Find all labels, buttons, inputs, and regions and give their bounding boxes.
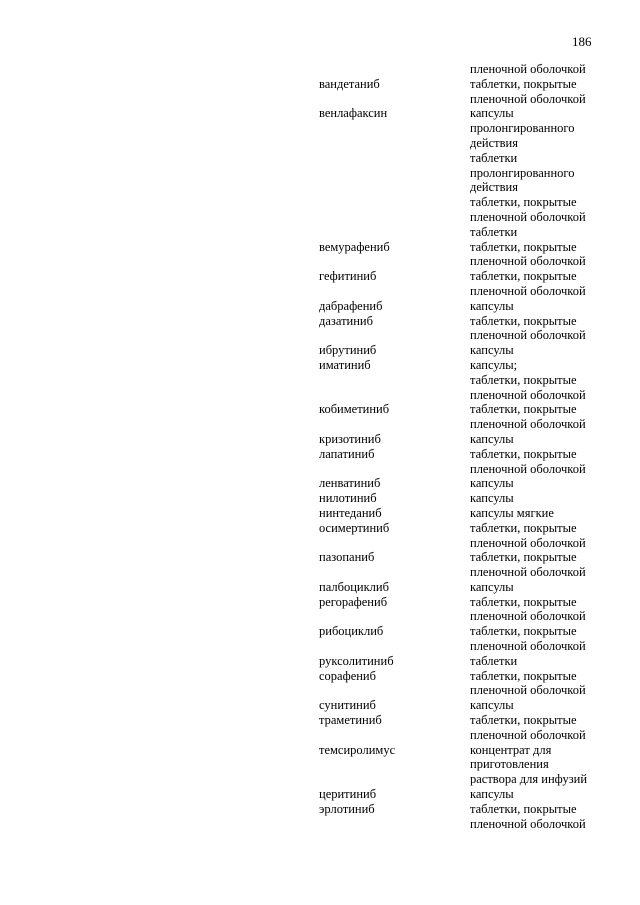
table-row [0, 669, 640, 699]
dosage-forms [470, 491, 640, 506]
drug-name: лапатиниб [319, 446, 375, 461]
drug-name: вемурафениб [319, 239, 390, 254]
form-line: раствора для инфузий [470, 772, 588, 787]
table-row [0, 402, 640, 432]
continuation-forms [470, 62, 640, 77]
table-row [0, 240, 640, 270]
table-row [0, 787, 640, 802]
drug-name: руксолитиниб [319, 653, 394, 668]
form-line: капсулы [470, 579, 514, 594]
form-line: таблетки [470, 653, 518, 668]
drug-name: темсиролимус [319, 742, 396, 757]
table-row [0, 580, 640, 595]
dosage-forms [470, 698, 640, 713]
form-line: капсулы [470, 431, 514, 446]
drug-name: сорафениб [319, 668, 376, 683]
dosage-forms [470, 521, 640, 551]
drug-table [0, 62, 640, 831]
dosage-forms [470, 654, 640, 669]
table-row [0, 447, 640, 477]
drug-name: траметиниб [319, 713, 382, 728]
dosage-forms [470, 299, 640, 314]
form-line: действия [470, 180, 518, 195]
table-row [0, 654, 640, 669]
form-line: капсулы [470, 698, 514, 713]
form-line: пленочной оболочкой [470, 254, 586, 269]
dosage-forms [470, 550, 640, 580]
drug-name: дабрафениб [319, 298, 383, 313]
drug-name: эрлотиниб [319, 801, 375, 816]
form-line: пленочной оболочкой [470, 91, 586, 106]
drug-name: нинтеданиб [319, 505, 382, 520]
form-line: пленочной оболочкой [470, 62, 586, 76]
drug-name: кобиметиниб [319, 402, 390, 417]
table-row [0, 106, 640, 239]
dosage-forms [470, 432, 640, 447]
form-line: пленочной оболочкой [470, 461, 586, 476]
table-row [0, 624, 640, 654]
drug-name: нилотиниб [319, 491, 377, 506]
form-line: пленочной оболочкой [470, 639, 586, 654]
form-line: таблетки, покрытые [470, 402, 577, 417]
drug-name: иматиниб [319, 357, 371, 372]
dosage-forms [470, 240, 640, 270]
drug-name: кризотиниб [319, 431, 381, 446]
form-line: пленочной оболочкой [470, 535, 586, 550]
form-line: пленочной оболочкой [470, 727, 586, 742]
dosage-forms [470, 314, 640, 344]
form-line: таблетки, покрытые [470, 520, 577, 535]
table-row [0, 743, 640, 787]
form-line: таблетки, покрытые [470, 713, 577, 728]
table-row [0, 521, 640, 551]
form-line: пленочной оболочкой [470, 417, 586, 432]
form-line: таблетки, покрытые [470, 801, 577, 816]
form-line: капсулы [470, 343, 514, 358]
table-row [0, 77, 640, 107]
dosage-forms [470, 743, 640, 787]
table-row [0, 713, 640, 743]
form-line: капсулы [470, 106, 514, 121]
dosage-forms [470, 802, 640, 832]
form-line: капсулы мягкие [470, 505, 554, 520]
dosage-forms [470, 77, 640, 107]
form-line: капсулы [470, 491, 514, 506]
dosage-forms [470, 787, 640, 802]
form-line: пленочной оболочкой [470, 816, 586, 831]
form-line: пролонгированного [470, 165, 575, 180]
dosage-forms [470, 624, 640, 654]
form-line: капсулы [470, 298, 514, 313]
table-row [0, 314, 640, 344]
drug-name: пазопаниб [319, 550, 375, 565]
form-line: действия [470, 135, 518, 150]
form-line: таблетки, покрытые [470, 624, 577, 639]
table-row [0, 698, 640, 713]
dosage-forms [470, 580, 640, 595]
form-line: таблетки [470, 224, 518, 239]
drug-name: гефитиниб [319, 269, 377, 284]
form-line: таблетки, покрытые [470, 76, 577, 91]
form-line: таблетки, покрытые [470, 550, 577, 565]
form-line: пленочной оболочкой [470, 565, 586, 580]
form-line: пленочной оболочкой [470, 209, 586, 224]
form-line: пленочной оболочкой [470, 283, 586, 298]
dosage-forms [470, 595, 640, 625]
form-line: капсулы [470, 476, 514, 491]
form-line: концентрат для [470, 742, 552, 757]
drug-name: палбоциклиб [319, 579, 389, 594]
drug-name: регорафениб [319, 594, 388, 609]
form-line: таблетки, покрытые [470, 668, 577, 683]
table-row [0, 269, 640, 299]
dosage-forms [470, 476, 640, 491]
drug-name: вандетаниб [319, 76, 380, 91]
table-row [0, 358, 640, 402]
form-line: пленочной оболочкой [470, 387, 586, 402]
table-row [0, 491, 640, 506]
form-line: таблетки, покрытые [470, 239, 577, 254]
drug-name: рибоциклиб [319, 624, 384, 639]
form-line: таблетки, покрытые [470, 446, 577, 461]
dosage-forms [470, 713, 640, 743]
table-row [0, 550, 640, 580]
continuation-row [0, 62, 640, 77]
form-line: пролонгированного [470, 121, 575, 136]
table-row [0, 506, 640, 521]
table-row [0, 802, 640, 832]
drug-name: ленватиниб [319, 476, 381, 491]
form-line: капсулы [470, 787, 514, 802]
form-line: пленочной оболочкой [470, 609, 586, 624]
form-line: таблетки, покрытые [470, 269, 577, 284]
dosage-forms [470, 269, 640, 299]
dosage-forms [470, 343, 640, 358]
dosage-forms [470, 506, 640, 521]
dosage-forms [470, 106, 640, 239]
table-row [0, 299, 640, 314]
form-line: таблетки, покрытые [470, 372, 577, 387]
table-row [0, 432, 640, 447]
drug-name: венлафаксин [319, 106, 388, 121]
drug-name: осимертиниб [319, 520, 390, 535]
form-line: таблетки [470, 150, 518, 165]
form-line: приготовления [470, 757, 549, 772]
drug-name: ибрутиниб [319, 343, 377, 358]
table-row [0, 343, 640, 358]
table-row [0, 476, 640, 491]
table-row [0, 595, 640, 625]
page-number: 186 [572, 34, 592, 49]
dosage-forms [470, 447, 640, 477]
form-line: таблетки, покрытые [470, 195, 577, 210]
drug-name: дазатиниб [319, 313, 373, 328]
drug-name: сунитиниб [319, 698, 376, 713]
form-line: пленочной оболочкой [470, 328, 586, 343]
form-line: таблетки, покрытые [470, 313, 577, 328]
form-line: пленочной оболочкой [470, 683, 586, 698]
form-line: таблетки, покрытые [470, 594, 577, 609]
dosage-forms [470, 669, 640, 699]
dosage-forms [470, 358, 640, 402]
form-line: капсулы; [470, 357, 518, 372]
dosage-forms [470, 402, 640, 432]
drug-name: церитиниб [319, 787, 377, 802]
